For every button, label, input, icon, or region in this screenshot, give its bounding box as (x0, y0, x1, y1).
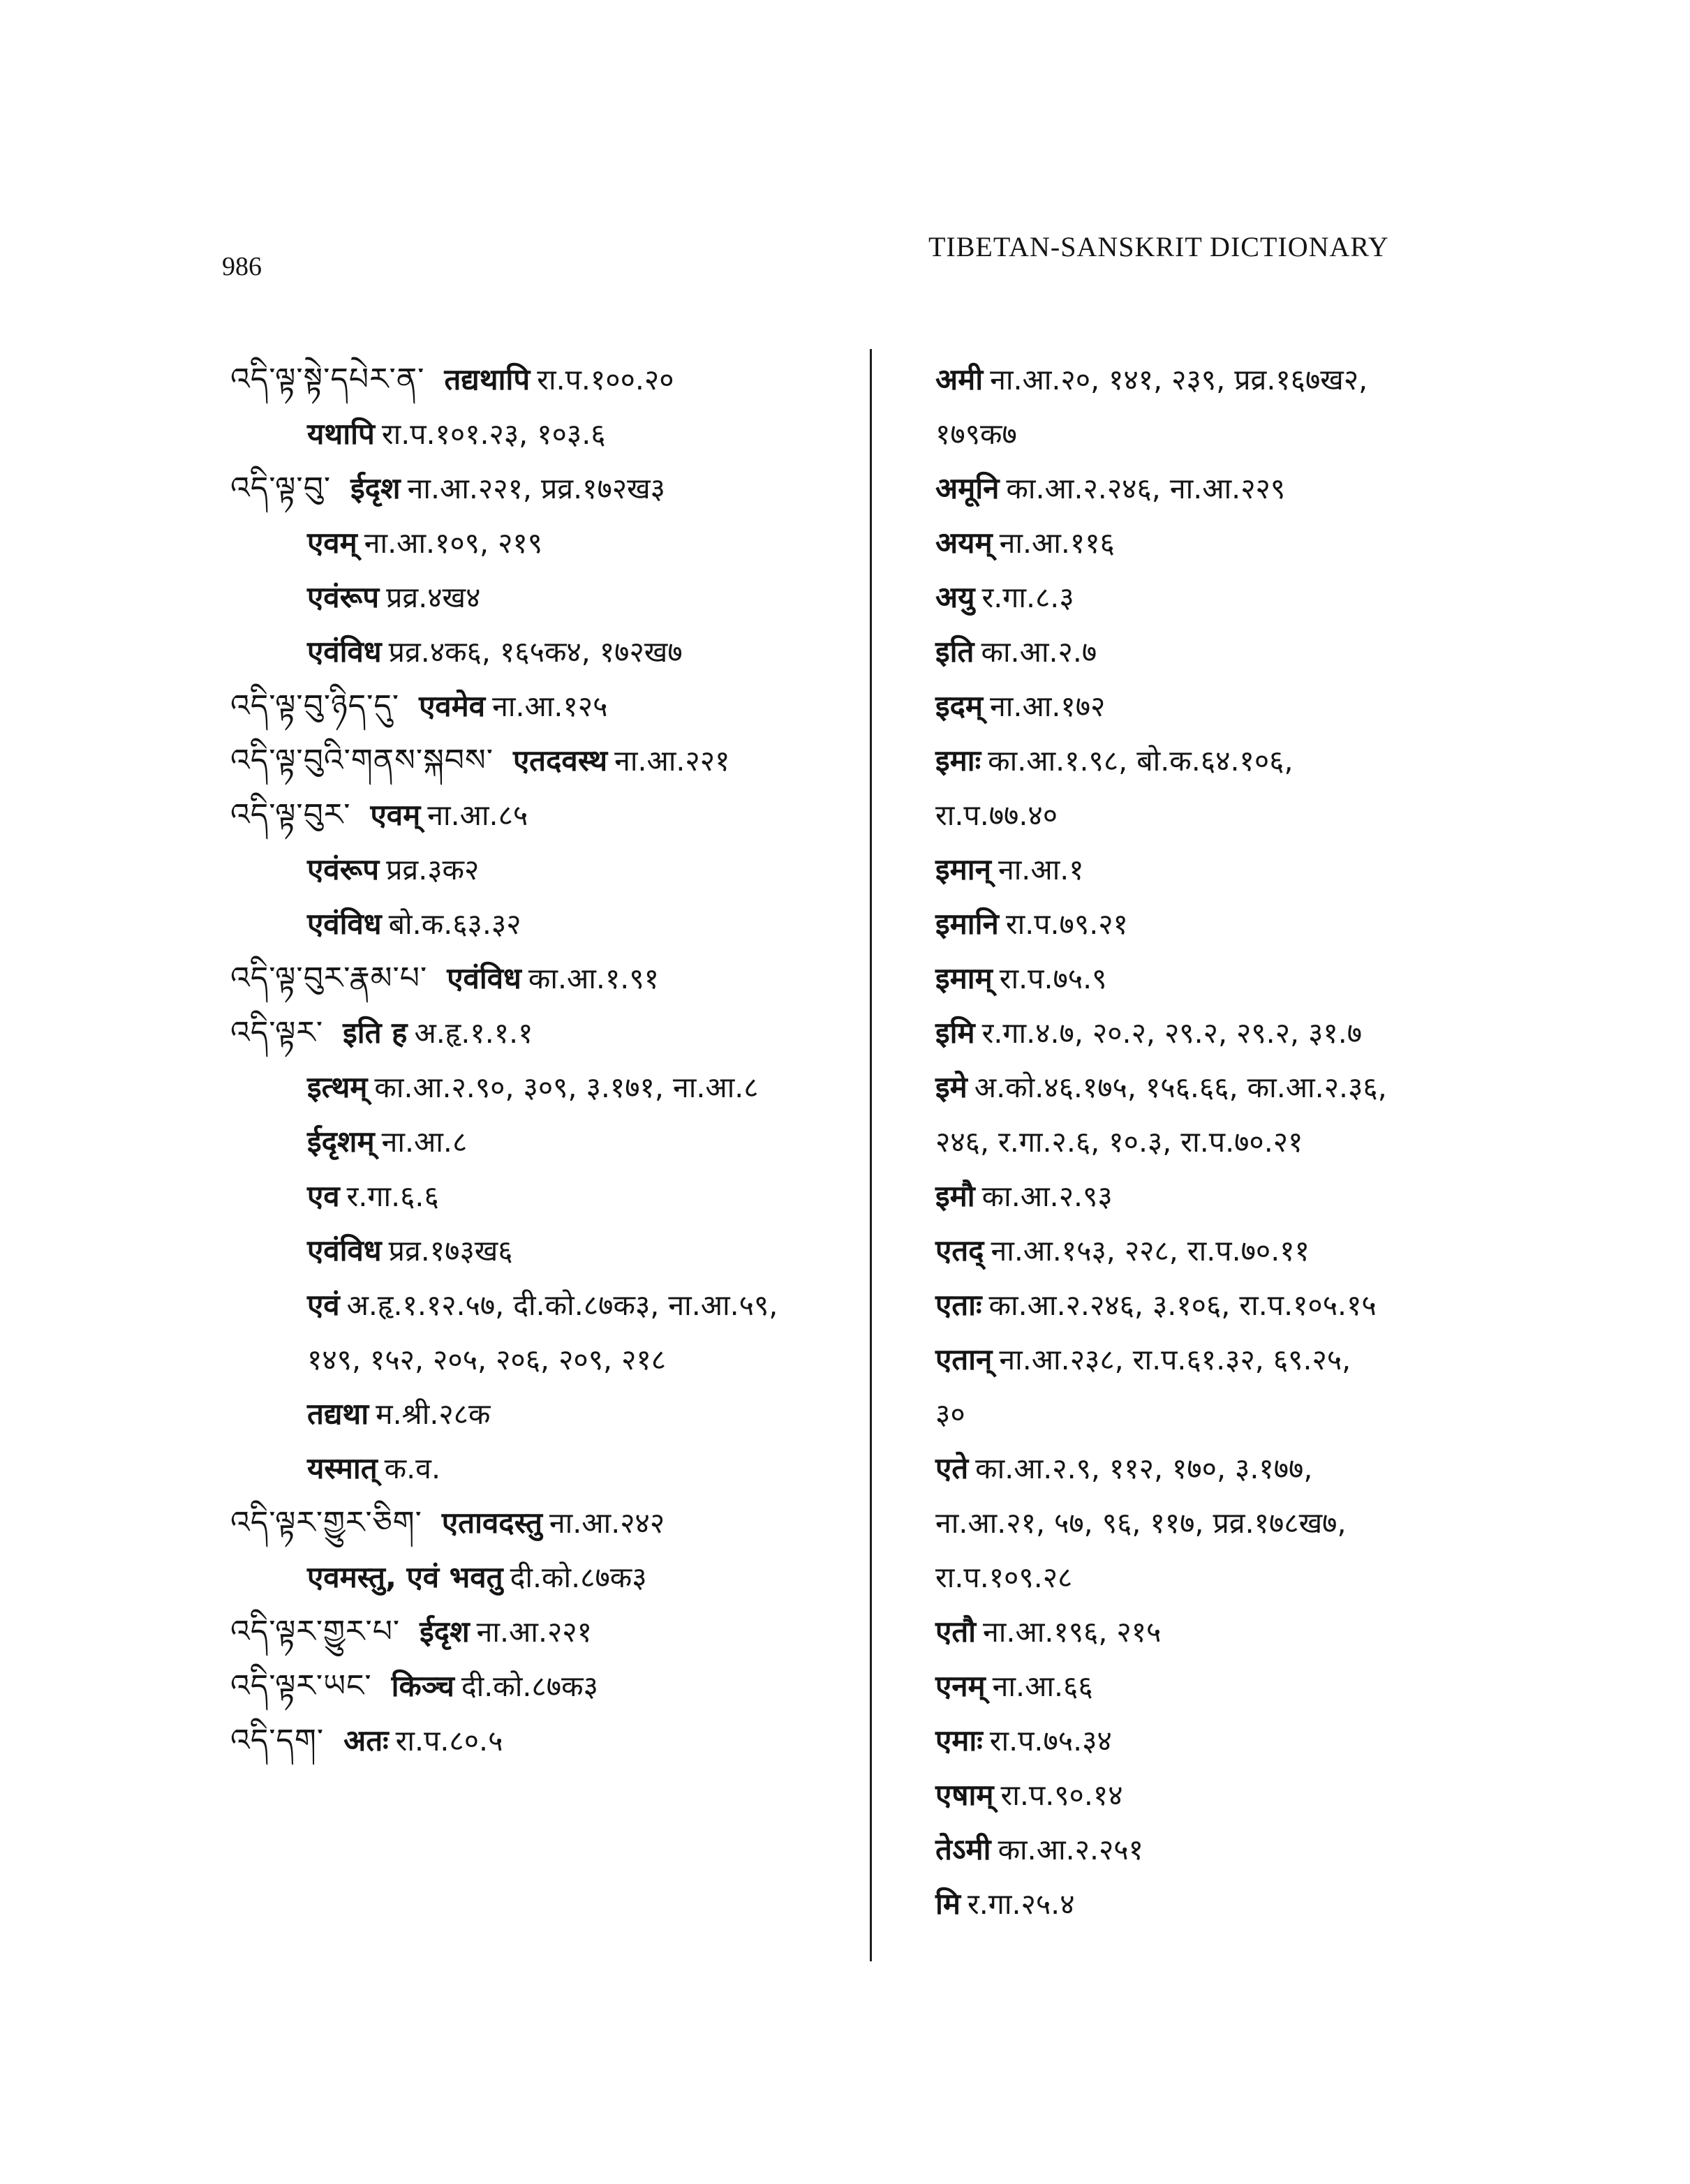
sense-line (230, 1332, 859, 1387)
source-reference: ना.आ.२२१ (614, 744, 730, 778)
sense-line (230, 1060, 859, 1115)
source-reference: प्रव्र.३क२ (386, 853, 480, 886)
source-reference: दी.को.८७क३ (461, 1670, 598, 1703)
headword-entry (230, 679, 859, 734)
headword-entry (230, 788, 859, 842)
running-head: TIBETAN-SANSKRIT DICTIONARY (928, 231, 1389, 262)
source-reference: रा.प.१००.२० (537, 363, 674, 396)
source-reference: क.व. (384, 1452, 440, 1485)
source-reference: का.आ.२.९, ११२, १७०, ३.१७७, (975, 1452, 1313, 1485)
right-column (935, 352, 1564, 1931)
sense-line (935, 1387, 1564, 1441)
sanskrit-equivalent: तद्यथापि (444, 362, 531, 396)
source-reference: र.गा.२५.४ (968, 1887, 1075, 1921)
source-reference: रा.प.७५.३४ (989, 1724, 1112, 1758)
source-reference: २४६, र.गा.२.६, १०.३, रा.प.७०.२१ (935, 1125, 1303, 1159)
sanskrit-equivalent: यस्मात् (307, 1451, 378, 1485)
headword-entry (230, 734, 859, 788)
headword-entry (230, 1006, 859, 1060)
sense-line (935, 1115, 1564, 1169)
sense-line (230, 1115, 859, 1169)
sanskrit-equivalent: तेऽमी (935, 1832, 991, 1866)
source-reference: ना.आ.१२५ (492, 690, 608, 723)
sanskrit-equivalent: ईदृश (420, 1614, 470, 1649)
sense-line (935, 570, 1564, 625)
sanskrit-equivalent: एतान् (935, 1342, 993, 1376)
sanskrit-equivalent: एवं (307, 1288, 340, 1322)
source-reference: म.श्री.२८क (376, 1397, 491, 1431)
source-reference: ना.आ.२३८, रा.प.६१.३२, ६९.२५, (999, 1343, 1351, 1376)
sanskrit-equivalent: एतावदस्तु (441, 1506, 542, 1540)
sense-line (230, 1550, 859, 1605)
sense-line (935, 1441, 1564, 1496)
tibetan-headword: འདི་ལྟར་ (230, 1015, 324, 1050)
source-reference: का.आ.२.९०, ३०९, ३.१७१, ना.आ.८ (374, 1071, 759, 1104)
sanskrit-equivalent: एवमस्तु, एवं भवतु (307, 1560, 503, 1594)
sanskrit-equivalent: एवंरूप (307, 852, 380, 886)
source-reference: प्रव्र.४ख४ (386, 581, 481, 614)
tibetan-headword: འདི་ལྟ་བུ་ཉིད་དུ་ (230, 688, 400, 724)
sanskrit-equivalent: एते (935, 1451, 969, 1485)
headword-entry (230, 1605, 859, 1659)
sanskrit-equivalent: इत्थम् (307, 1070, 368, 1104)
source-reference: दी.को.८७क३ (510, 1561, 647, 1594)
source-reference: रा.प.९०.१४ (1000, 1778, 1123, 1812)
sanskrit-equivalent: अयम् (935, 526, 993, 560)
sanskrit-equivalent: इति ह (343, 1016, 408, 1050)
source-reference: ना.आ.१५३, २२८, रा.प.७०.११ (991, 1234, 1310, 1268)
sanskrit-equivalent: एवम् (370, 798, 421, 832)
sense-line (935, 1060, 1564, 1115)
sanskrit-equivalent: एवंविध (307, 907, 382, 941)
source-reference: का.आ.२.२४६, ना.आ.२२९ (1006, 472, 1286, 505)
source-reference: ना.आ.२४२ (549, 1506, 665, 1540)
sense-line (935, 1006, 1564, 1060)
source-reference: ना.आ.२२१, प्रव्र.१७२ख३ (407, 472, 665, 505)
source-reference: का.आ.२.९३ (981, 1180, 1113, 1213)
sense-line (230, 1387, 859, 1441)
tibetan-headword: འདི་ལྟ་སྟེ་དཔེར་ན་ (230, 362, 425, 397)
source-reference: १४९, १५२, २०५, २०६, २०९, २१८ (307, 1343, 667, 1376)
source-reference: रा.प.१०९.२८ (935, 1561, 1073, 1594)
source-reference: ना.आ.२०, १४१, २३९, प्रव्र.१६७ख२, (990, 363, 1368, 396)
tibetan-headword: འདི་ལྟར་ཡང་ (230, 1668, 372, 1704)
sanskrit-equivalent: तद्यथा (307, 1397, 369, 1431)
source-reference: ना.आ.१९६, २१५ (983, 1615, 1162, 1649)
sense-line (230, 897, 859, 951)
sense-line (935, 352, 1564, 407)
sense-line (935, 625, 1564, 679)
source-reference: का.आ.१.९८, बो.क.६४.१०६, (988, 744, 1294, 778)
sanskrit-equivalent: एषाम् (935, 1778, 994, 1812)
sense-line (935, 1714, 1564, 1768)
sanskrit-equivalent: एवंरूप (307, 580, 380, 614)
headword-entry (230, 1496, 859, 1550)
sense-line (230, 407, 859, 461)
source-reference: रा.प.७९.२१ (1005, 907, 1128, 941)
sanskrit-equivalent: एवम् (307, 526, 357, 560)
sanskrit-equivalent: अतः (343, 1723, 389, 1758)
source-reference: का.आ.२.७ (981, 635, 1097, 669)
sanskrit-equivalent: इमानि (935, 907, 999, 941)
source-reference: ना.आ.२२१ (476, 1615, 592, 1649)
headword-entry (230, 352, 859, 407)
sanskrit-equivalent: एवंविध (447, 961, 521, 995)
sense-line (935, 951, 1564, 1006)
sense-line (935, 1605, 1564, 1659)
sanskrit-equivalent: मि (935, 1887, 961, 1921)
sense-line (935, 1169, 1564, 1224)
headword-entry (230, 1659, 859, 1714)
sense-line (230, 516, 859, 570)
tibetan-headword: འདི་ལྟ་བུར་ (230, 797, 351, 833)
source-reference: र.गा.४.७, २०.२, २९.२, २९.२, ३१.७ (981, 1016, 1363, 1050)
sanskrit-equivalent: अमूनि (935, 471, 1000, 505)
sense-line (935, 1768, 1564, 1822)
source-reference: ना.आ.६६ (992, 1670, 1093, 1703)
source-reference: का.आ.१.९१ (528, 962, 659, 995)
sanskrit-equivalent: किञ्च (391, 1669, 454, 1703)
sanskrit-equivalent: एतदवस्थ (512, 743, 608, 778)
sanskrit-equivalent: एतद् (935, 1233, 984, 1268)
page-number: 986 (222, 252, 262, 281)
sanskrit-equivalent: ईदृशम् (307, 1124, 375, 1159)
tibetan-headword: འདི་དག་ (230, 1723, 325, 1758)
sanskrit-equivalent: एनम् (935, 1669, 986, 1703)
sanskrit-equivalent: एताः (935, 1288, 982, 1322)
source-reference: ना.आ.१७२ (990, 690, 1106, 723)
sanskrit-equivalent: अयु (935, 580, 975, 614)
source-reference: अ.को.४६.१७५, १५६.६६, का.आ.२.३६, (974, 1071, 1387, 1104)
source-reference: रा.प.७५.९ (999, 962, 1107, 995)
source-reference: प्रव्र.४क६, १६५क४, १७२ख७ (388, 635, 683, 669)
tibetan-headword: འདི་ལྟ་བུའི་གནས་སྐབས་ (230, 743, 494, 778)
sense-line (935, 1332, 1564, 1387)
sense-line (230, 625, 859, 679)
sanskrit-equivalent: इमे (935, 1070, 968, 1104)
sense-line (935, 516, 1564, 570)
source-reference: ना.आ.१०९, २१९ (364, 526, 543, 560)
sense-line (935, 1659, 1564, 1714)
source-reference: र.गा.८.३ (981, 581, 1074, 614)
sanskrit-equivalent: इमान् (935, 852, 991, 886)
source-reference: ना.आ.१ (998, 853, 1084, 886)
sense-line (935, 461, 1564, 516)
sense-line (935, 1278, 1564, 1332)
sanskrit-equivalent: एवमेव (419, 689, 486, 723)
sanskrit-equivalent: यथापि (307, 417, 375, 451)
sense-line (230, 1224, 859, 1278)
tibetan-headword: འདི་ལྟ་བུར་རྣམ་པ་ (230, 960, 428, 996)
sense-line (230, 1441, 859, 1496)
source-reference: अ.हृ.१.१.१ (414, 1016, 533, 1050)
headword-entry (230, 951, 859, 1006)
source-reference: ना.आ.८ (381, 1125, 468, 1159)
sanskrit-equivalent: ईदृश (350, 471, 401, 505)
source-reference: रा.प.१०१.२३, १०३.६ (381, 417, 606, 451)
tibetan-headword: འདི་ལྟར་གྱུར་ཅིག་ (230, 1505, 422, 1540)
sense-line (935, 1877, 1564, 1931)
sanskrit-equivalent: इमाः (935, 743, 981, 778)
sense-line (230, 842, 859, 897)
left-column (230, 352, 859, 1768)
source-reference: रा.प.८०.५ (395, 1724, 503, 1758)
source-reference: १७९क७ (935, 417, 1017, 451)
sanskrit-equivalent: एव (307, 1179, 340, 1213)
sanskrit-equivalent: एमाः (935, 1723, 983, 1758)
sense-line (935, 897, 1564, 951)
source-reference: का.आ.२.२५१ (998, 1833, 1143, 1866)
headword-entry (230, 1714, 859, 1768)
sanskrit-equivalent: एवंविध (307, 1233, 382, 1268)
sense-line (935, 679, 1564, 734)
sanskrit-equivalent: इमाम् (935, 961, 993, 995)
sanskrit-equivalent: अमी (935, 362, 984, 396)
sanskrit-equivalent: इमौ (935, 1179, 975, 1213)
sense-line (935, 734, 1564, 788)
source-reference: बो.क.६३.३२ (388, 907, 521, 941)
sanskrit-equivalent: इमि (935, 1016, 975, 1050)
sense-line (935, 1496, 1564, 1550)
sense-line (230, 1278, 859, 1332)
sense-line (230, 1169, 859, 1224)
source-reference: ना.आ.२१, ५७, ९६, ११७, प्रव्र.१७८ख७, (935, 1506, 1347, 1540)
source-reference: ३० (935, 1397, 965, 1431)
headword-entry (230, 461, 859, 516)
sanskrit-equivalent: इति (935, 634, 974, 669)
sense-line (935, 1550, 1564, 1605)
sense-line (935, 788, 1564, 842)
source-reference: ना.आ.११६ (999, 526, 1115, 560)
column-divider (870, 349, 872, 1961)
sense-line (230, 570, 859, 625)
sanskrit-equivalent: एवंविध (307, 634, 382, 669)
sanskrit-equivalent: एतौ (935, 1614, 977, 1649)
source-reference: र.गा.६.६ (346, 1180, 439, 1213)
sense-line (935, 407, 1564, 461)
sense-line (935, 1224, 1564, 1278)
source-reference: रा.प.७७.४० (935, 798, 1058, 832)
sanskrit-equivalent: इदम् (935, 689, 984, 723)
sense-line (935, 1822, 1564, 1877)
source-reference: अ.हृ.१.१२.५७, दी.को.८७क३, ना.आ.५९, (346, 1288, 778, 1322)
source-reference: प्रव्र.१७३ख६ (388, 1234, 513, 1268)
source-reference: ना.आ.८५ (427, 798, 528, 832)
source-reference: का.आ.२.२४६, ३.१०६, रा.प.१०५.१५ (988, 1288, 1377, 1322)
sense-line (935, 842, 1564, 897)
tibetan-headword: འདི་ལྟ་བུ་ (230, 470, 332, 506)
tibetan-headword: འདི་ལྟར་གྱུར་པ་ (230, 1614, 401, 1649)
